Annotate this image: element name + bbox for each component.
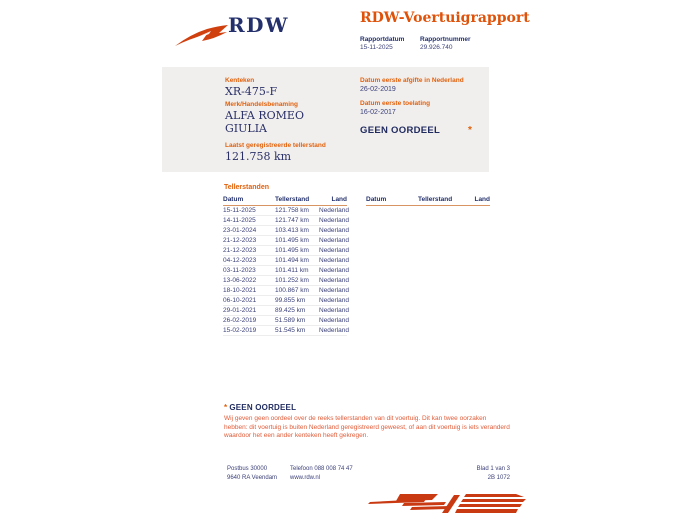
- table-row: [223, 285, 347, 295]
- table-row: [223, 255, 347, 265]
- eerste-toelating-value: 16-02-2017: [360, 109, 396, 116]
- oordeel-status: GEEN OORDEEL: [360, 125, 441, 136]
- footnote-text: Wij geven geen oordeel over de reeks tellerstanden van dit voertuig. Dit kan twee oorzaken hebben: dit voertuig is buiten Nederland geregistreerd geweest, of aan dit voertuig is iets veranderd waardoor het een ander kenteken heeft gekregen.: [224, 415, 510, 439]
- tellerstand-cell: 51.545 km: [275, 325, 319, 335]
- land-cell: Nederland: [319, 256, 349, 264]
- land-cell: Nederland: [319, 236, 349, 244]
- table-row: [223, 235, 347, 245]
- tellerstanden-table-left: [223, 194, 347, 336]
- land-cell: Nederland: [319, 206, 349, 214]
- tellerstand-cell: 121.758 km: [275, 205, 319, 215]
- tellerstand-cell: 99.855 km: [275, 295, 319, 305]
- table-row: [223, 305, 347, 315]
- table-header-row: [223, 194, 347, 205]
- tellerstand-cell: 101.252 km: [275, 275, 319, 285]
- land-cell: Nederland: [319, 216, 349, 224]
- footnote-heading: [224, 403, 511, 412]
- tellerstand-column-header: Tellerstand: [418, 194, 462, 205]
- eerste-afgifte-label: Datum eerste afgifte in Nederland: [360, 77, 464, 84]
- merk-value: ALFA ROMEO: [225, 109, 304, 122]
- tellerstand-label: Laatst geregistreerde tellerstand: [225, 142, 326, 149]
- tellerstand-cell: 100.867 km: [275, 285, 319, 295]
- kenteken-value: XR-475-F: [225, 85, 278, 98]
- land-cell: Nederland: [319, 316, 349, 324]
- datum-column-header: Datum: [223, 194, 275, 205]
- tellerstand-cell: 101.411 km: [275, 265, 319, 275]
- footer-address-line2: 9640 RA Veendam: [227, 475, 278, 481]
- land-cell: Nederland: [319, 296, 349, 304]
- model-value: GIULIA: [225, 122, 267, 135]
- table-row: [223, 315, 347, 325]
- datum-cell: 15-11-2025: [223, 205, 275, 215]
- table-row: [223, 245, 347, 255]
- datum-cell: 14-11-2025: [223, 215, 275, 225]
- table-row: [223, 225, 347, 235]
- tellerstand-cell: 101.495 km: [275, 235, 319, 245]
- table-row: [223, 275, 347, 285]
- datum-cell: 06-10-2021: [223, 295, 275, 305]
- datum-cell: 04-12-2023: [223, 255, 275, 265]
- rdw-wing-icon: [175, 25, 228, 46]
- datum-column-header: Datum: [366, 194, 418, 205]
- eerste-afgifte-value: 26-02-2019: [360, 86, 396, 93]
- land-cell: Nederland: [319, 306, 349, 314]
- datum-cell: 13-06-2022: [223, 275, 275, 285]
- datum-cell: 29-01-2021: [223, 305, 275, 315]
- rdw-logo-text: RDW: [228, 13, 289, 37]
- tellerstand-column-header: Tellerstand: [275, 194, 319, 205]
- datum-cell: 21-12-2023: [223, 235, 275, 245]
- land-cell: Nederland: [319, 276, 349, 284]
- report-date-value: 15-11-2025: [360, 44, 393, 51]
- tellerstanden-table-right: [366, 194, 490, 206]
- footnote-asterisk: *: [224, 403, 228, 412]
- footer-page-number: Blad 1 van 3: [476, 466, 510, 472]
- footnote-heading-text: GEEN OORDEEL: [229, 403, 297, 412]
- datum-cell: 15-02-2019: [223, 325, 275, 335]
- table-row: [223, 325, 347, 335]
- land-cell: Nederland: [319, 266, 349, 274]
- geen-oordeel-footnote: [224, 403, 511, 441]
- tellerstand-cell: 51.589 km: [275, 315, 319, 325]
- table-row: [223, 205, 347, 215]
- footer-contact: [290, 465, 353, 483]
- datum-cell: 18-10-2021: [223, 285, 275, 295]
- datum-cell: 03-11-2023: [223, 265, 275, 275]
- tellerstand-cell: 101.494 km: [275, 255, 319, 265]
- footer-phone: Telefoon 088 008 74 47: [290, 466, 353, 472]
- land-column-header: Land: [319, 194, 347, 205]
- footer-address-line1: Postbus 30000: [227, 466, 268, 472]
- tellerstand-cell: 121.747 km: [275, 215, 319, 225]
- land-column-header: Land: [462, 194, 490, 205]
- eerste-toelating-label: Datum eerste toelating: [360, 100, 431, 107]
- footer-address: [227, 465, 277, 483]
- tellerstand-cell: 103.413 km: [275, 225, 319, 235]
- tellerstand-cell: 89.425 km: [275, 305, 319, 315]
- report-number-value: 29.926.740: [420, 44, 453, 51]
- table-row: [223, 215, 347, 225]
- rdw-flag-graphic: [366, 494, 531, 514]
- land-cell: Nederland: [319, 326, 349, 334]
- footer-website: www.rdw.nl: [290, 475, 321, 481]
- footer-form-code: 2B 1072: [487, 475, 510, 481]
- footer-pagination: [440, 465, 510, 483]
- vehicle-summary-card: [162, 67, 489, 172]
- land-cell: Nederland: [319, 246, 349, 254]
- kenteken-label: Kenteken: [225, 77, 255, 84]
- tellerstanden-table-body: [223, 205, 347, 335]
- land-cell: Nederland: [319, 286, 349, 294]
- report-number-label: Rapportnummer: [420, 36, 471, 43]
- table-row: [223, 265, 347, 275]
- oordeel-asterisk: *: [468, 125, 472, 136]
- tellerstand-cell: 101.495 km: [275, 245, 319, 255]
- page-title: RDW-Voertuigrapport: [360, 10, 530, 26]
- tellerstanden-heading: Tellerstanden: [224, 184, 269, 191]
- report-date-label: Rapportdatum: [360, 36, 405, 43]
- land-cell: Nederland: [319, 226, 349, 234]
- datum-cell: 23-01-2024: [223, 225, 275, 235]
- datum-cell: 21-12-2023: [223, 245, 275, 255]
- table-row: [223, 295, 347, 305]
- merk-label: Merk/Handelsbenaming: [225, 101, 298, 108]
- tellerstand-value: 121.758 km: [225, 150, 292, 163]
- table-header-row: [366, 194, 490, 205]
- datum-cell: 26-02-2019: [223, 315, 275, 325]
